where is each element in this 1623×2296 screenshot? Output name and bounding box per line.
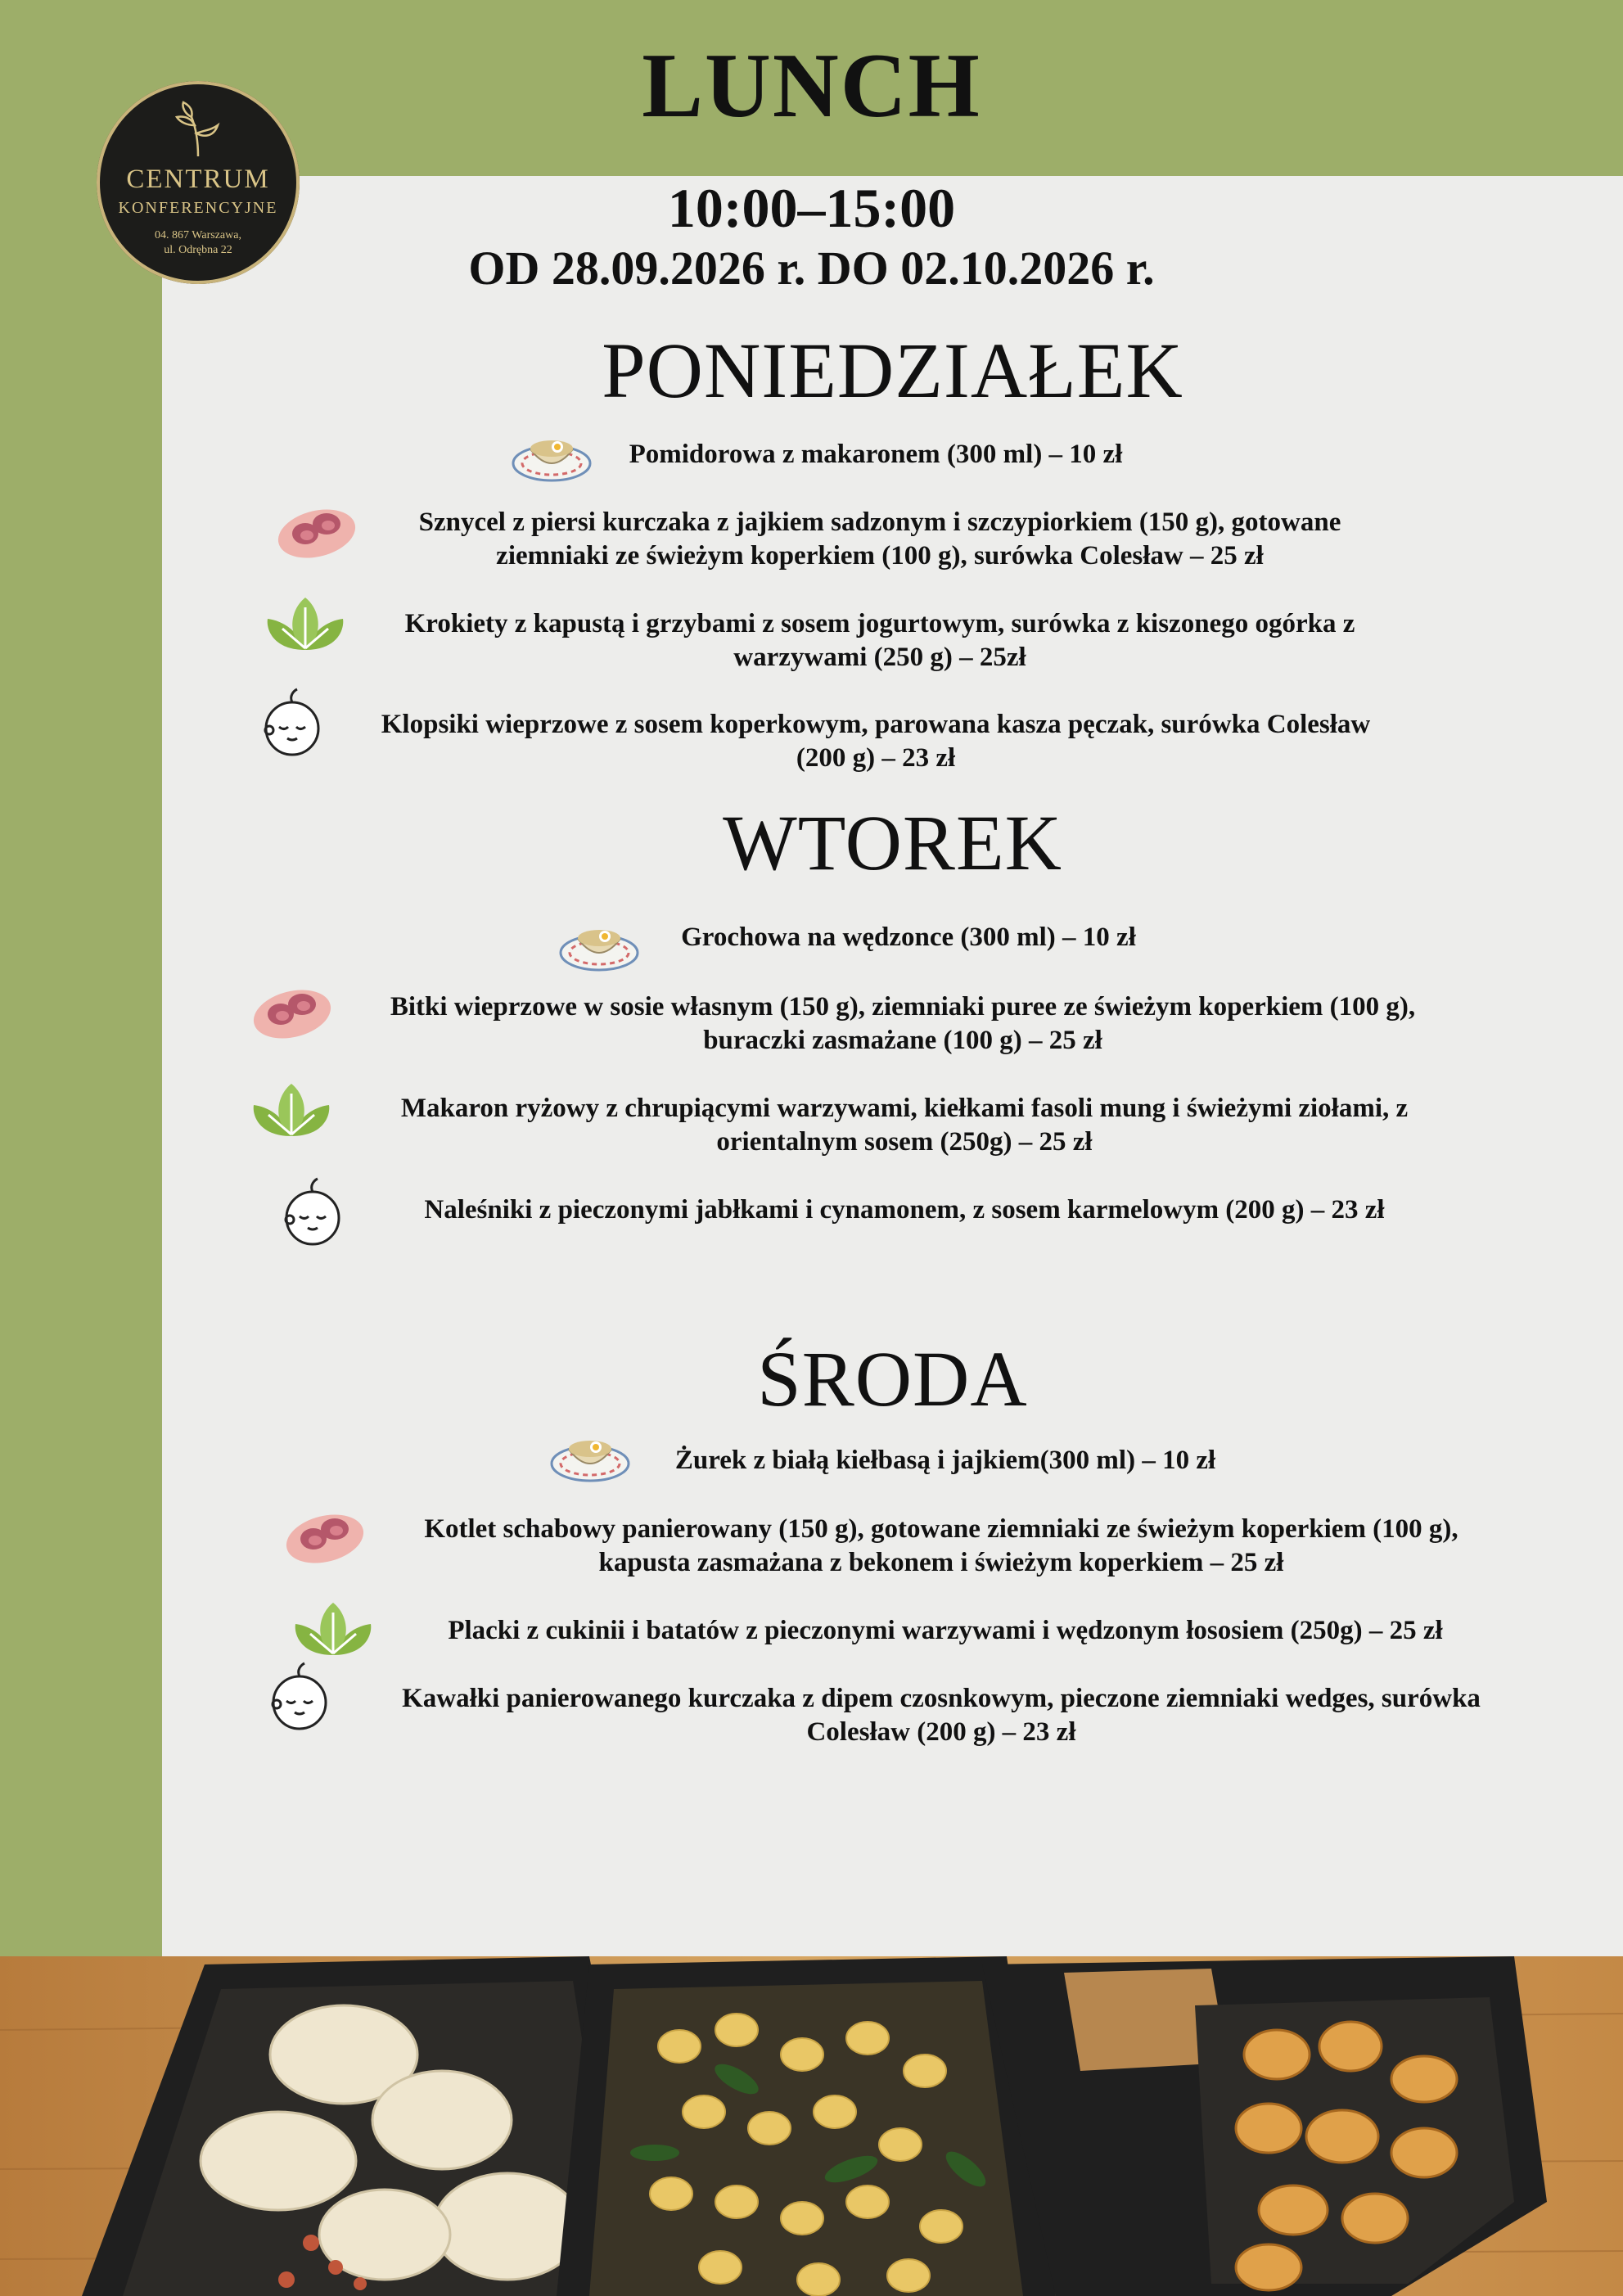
logo-address-line: 04. 867 Warszawa, [155, 229, 241, 241]
dish-wednesday-soup [634, 1444, 1256, 1477]
dish-line: Makaron ryżowy z chrupiącymi warzywami, kiełkami fasoli mung i świeżymi ziołami, z [400, 1094, 1409, 1123]
dish-monday-soup [589, 438, 1162, 471]
kid-face-icon [258, 688, 327, 760]
dish-line: orientalnym sosem (250g) – 25 zł [716, 1127, 1093, 1157]
logo [97, 81, 300, 284]
dish-wednesday-kids [331, 1682, 1551, 1749]
dish-line: Klopsiki wieprzowe z sosem koperkowym, parowana kasza pęczak, surówka Colesław [381, 710, 1371, 739]
dish-tuesday-meat [326, 990, 1480, 1058]
logo-address-line: ul. Odrębna 22 [164, 244, 232, 256]
dish-monday-vege [336, 607, 1424, 674]
dish-line: Placki z cukinii i batatów z pieczonymi warzywami i wędzonym łososiem (250g) – 25 zł [448, 1616, 1443, 1645]
dish-line: Sznycel z piersi kurczaka z jajkiem sadzonym i szczypiorkiem (150 g), gotowane [418, 507, 1341, 537]
dish-line: ziemniaki ze świeżym koperkiem (100 g), surówka Colesław – 25 zł [496, 541, 1264, 571]
dish-line: Żurek z białą kiełbasą i jajkiem(300 ml) – 10 zł [674, 1446, 1216, 1475]
dish-line: Naleśniki z pieczonymi jabłkami i cynamonem, z sosem karmelowym (200 g) – 23 zł [424, 1195, 1385, 1225]
soup-bowl-icon [550, 1426, 630, 1487]
dish-wednesday-meat [360, 1513, 1522, 1580]
dish-line: Pomidorowa z makaronem (300 ml) – 10 zł [629, 440, 1123, 469]
opening-hours: 10:00–15:00 [667, 177, 956, 239]
vegetarian-leaf-icon [250, 1082, 332, 1143]
dish-line: buraczki zasmażane (100 g) – 25 zł [703, 1026, 1102, 1055]
dish-line: Bitki wieprzowe w sosie własnym (150 g), ziemniaki puree ze świeżym koperkiem (100 g), [390, 992, 1416, 1022]
vegetarian-leaf-icon [264, 596, 346, 657]
logo-address [97, 228, 300, 258]
soup-bowl-icon [559, 915, 639, 977]
dish-wednesday-vege [372, 1614, 1518, 1648]
date-range: OD 28.09.2026 r. DO 02.10.2026 r. [468, 241, 1155, 295]
vegetarian-leaf-icon [292, 1601, 374, 1662]
dish-line: (200 g) – 23 zł [796, 743, 956, 773]
dish-line: kapusta zasmażana z bekonem i świeżym koperkiem – 25 zł [598, 1548, 1284, 1577]
dish-tuesday-soup [638, 921, 1179, 954]
logo-name: CENTRUM [126, 165, 270, 194]
dish-line: Colesław (200 g) – 23 zł [806, 1717, 1076, 1747]
dish-tuesday-vege [327, 1092, 1481, 1159]
day-heading-wednesday: ŚRODA [757, 1335, 1028, 1423]
meat-steak-icon [250, 978, 335, 1046]
food-photo [0, 1956, 1623, 2296]
soup-bowl-icon [512, 426, 592, 487]
dish-line: Krokiety z kapustą i grzybami z sosem jogurtowym, surówka z kiszonego ogórka z [404, 609, 1355, 638]
food-containers-illustration [0, 1956, 1623, 2296]
leaf-sprig-icon [174, 101, 223, 158]
dish-line: Grochowa na wędzonce (300 ml) – 10 zł [681, 922, 1136, 952]
day-heading-tuesday: WTOREK [723, 799, 1062, 886]
dish-monday-kids [323, 708, 1428, 775]
dish-line: Kawałki panierowanego kurczaka z dipem czosnkowym, pieczone ziemniaki wedges, surówka [402, 1684, 1481, 1713]
day-heading-monday: PONIEDZIAŁEK [602, 327, 1183, 414]
logo-subtitle: KONFERENCYJNE [118, 199, 278, 217]
kid-face-icon [265, 1662, 334, 1734]
page-title: LUNCH [642, 35, 981, 137]
dish-line: Kotlet schabowy panierowany (150 g), gotowane ziemniaki ze świeżym koperkiem (100 g), [424, 1514, 1458, 1544]
kid-face-icon [278, 1177, 347, 1250]
dish-line: warzywami (250 g) – 25zł [733, 643, 1026, 672]
meat-steak-icon [282, 1503, 367, 1571]
dish-monday-meat [344, 506, 1416, 573]
dish-tuesday-kids [344, 1193, 1465, 1227]
